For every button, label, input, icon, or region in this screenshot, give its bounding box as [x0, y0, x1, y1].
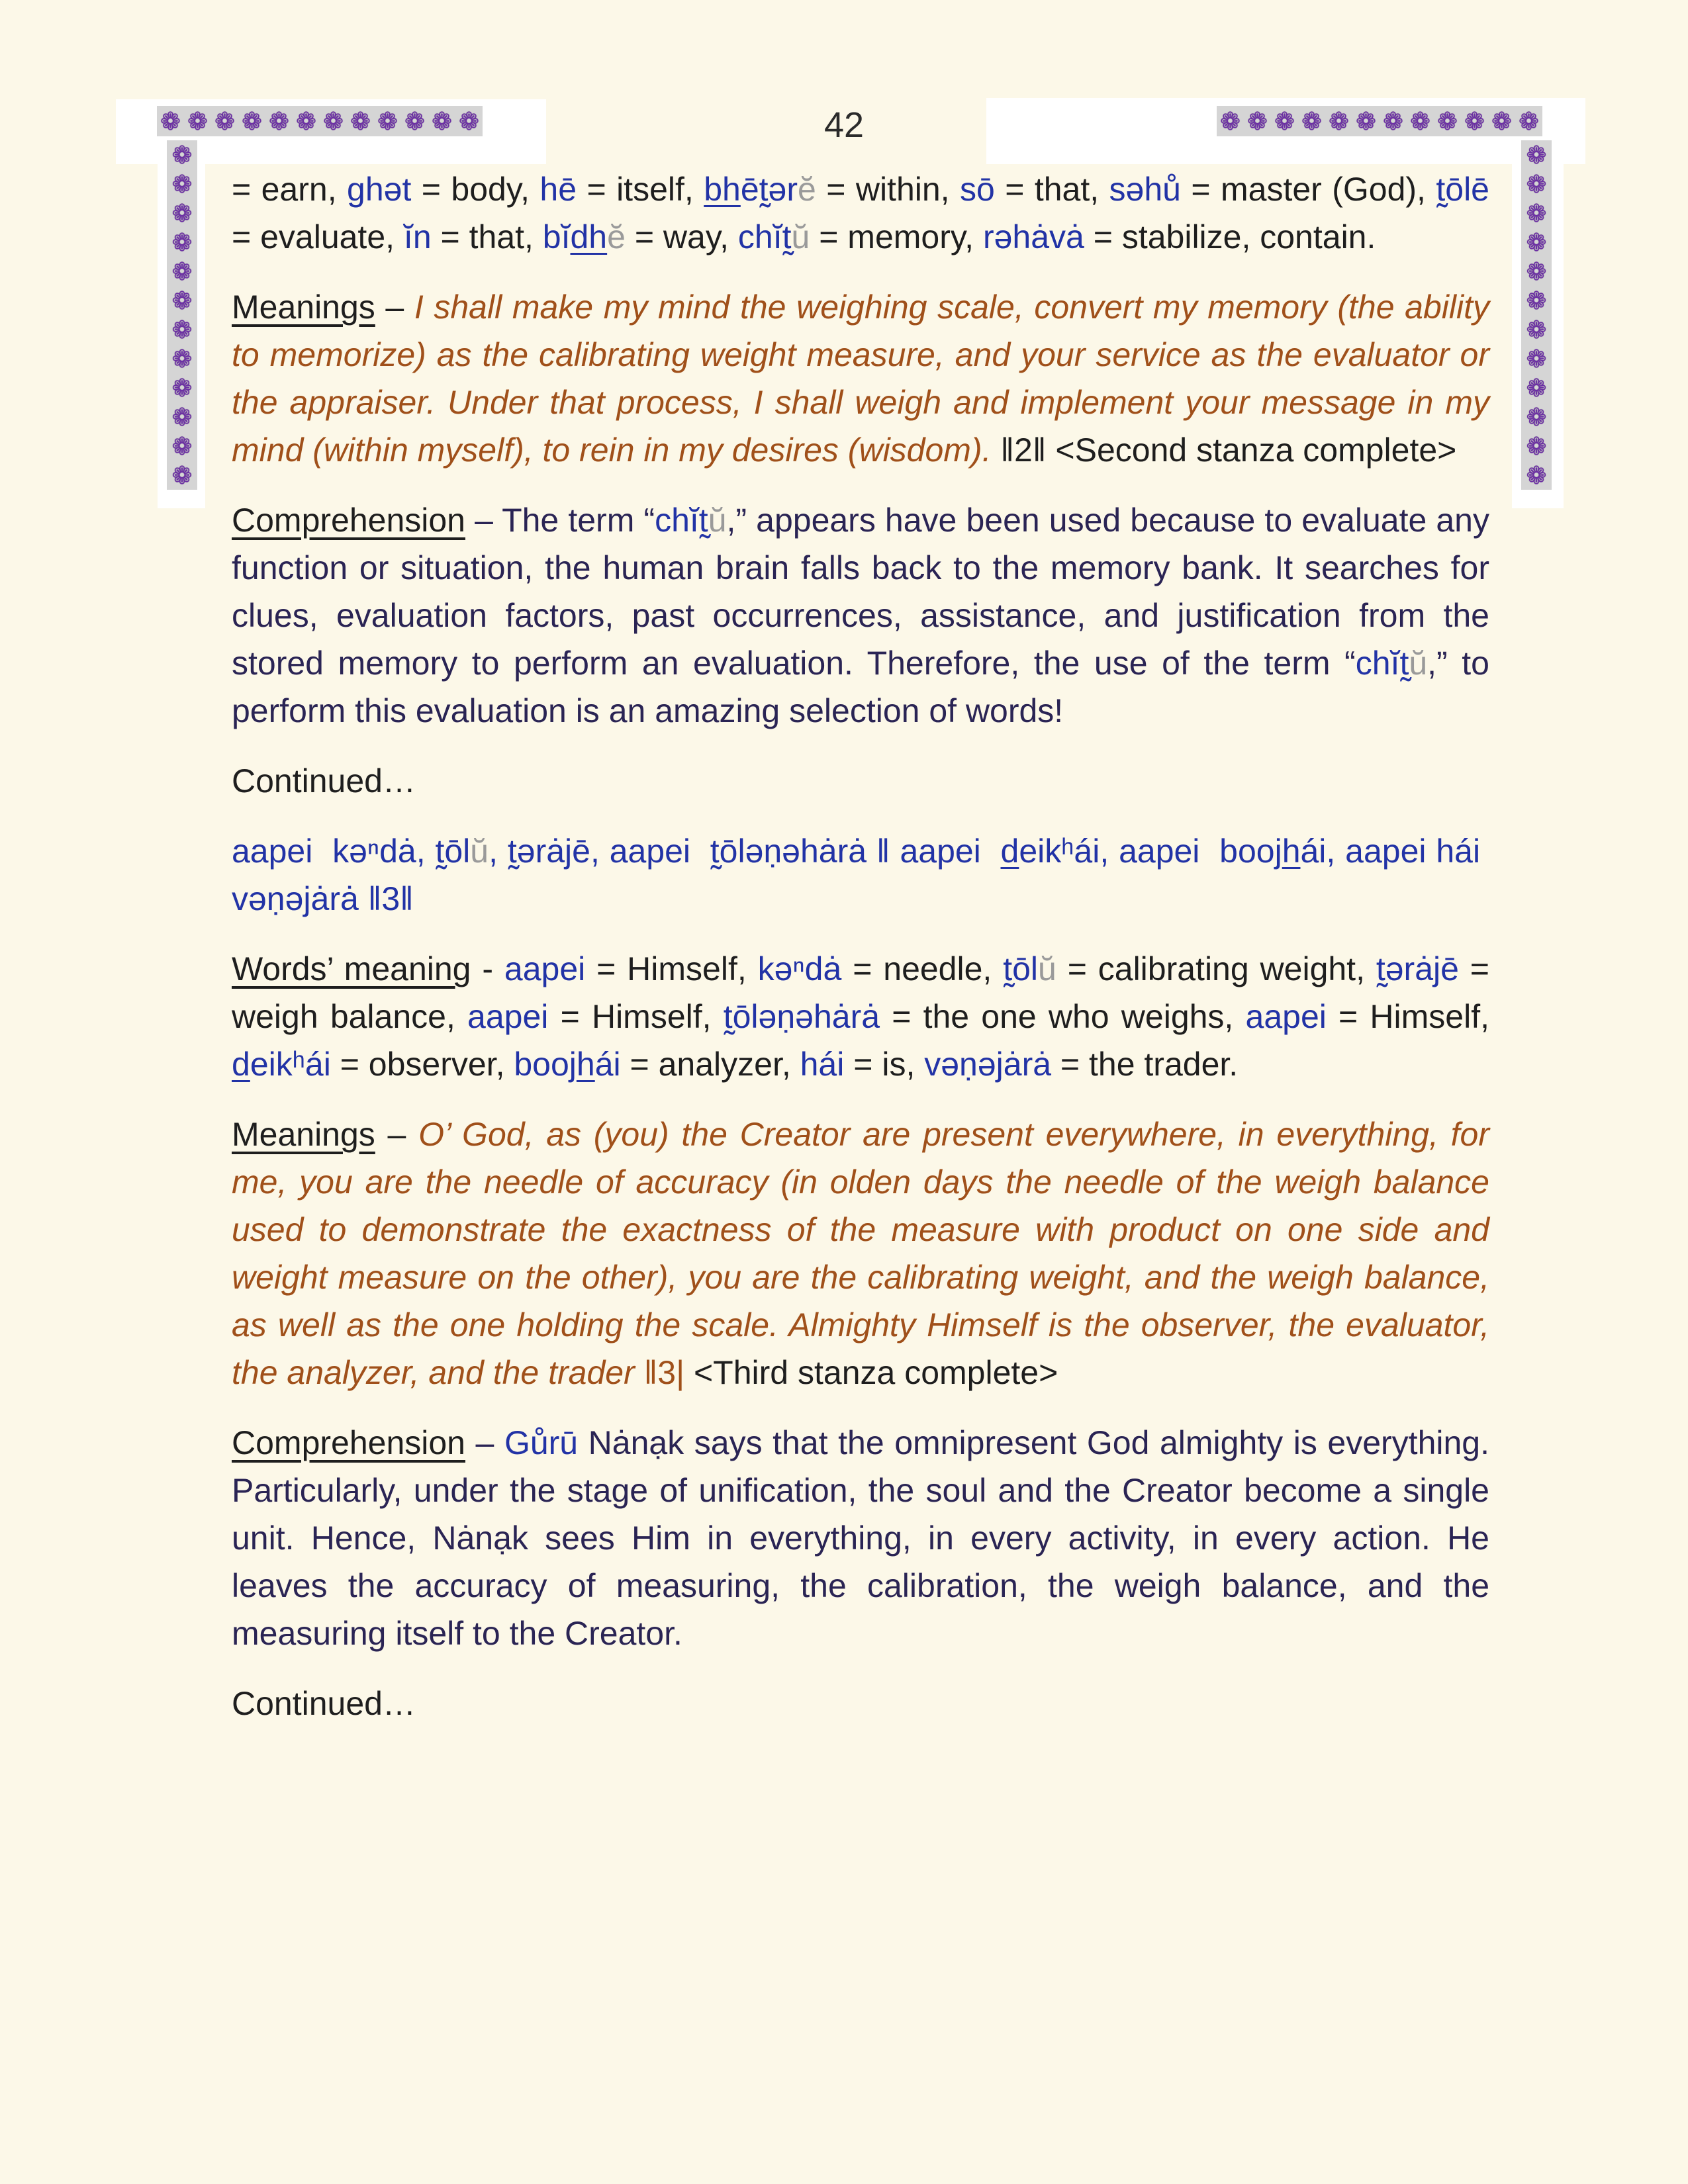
flower-ornament-icon: ❁	[171, 374, 193, 402]
flower-ornament-icon: ❁	[171, 432, 193, 460]
text-run: Comprehension	[232, 1424, 465, 1461]
text-run: ēt̰ər	[740, 171, 798, 208]
flower-ornament-icon: ❁	[404, 107, 425, 135]
continued-note-1	[232, 757, 1489, 805]
text-run: d	[1000, 833, 1019, 870]
flower-ornament-icon: ❁	[377, 107, 398, 135]
flower-ornament-icon: ❁	[1274, 107, 1295, 135]
flower-ornament-icon: ❁	[171, 461, 193, 489]
text-run: Continued…	[232, 762, 416, 799]
flower-ornament-icon: ❁	[458, 107, 479, 135]
text-run: booj	[514, 1046, 577, 1083]
text-run: ‖2‖ <Second stanza complete>	[1000, 432, 1457, 469]
text-run: –	[375, 1116, 419, 1153]
text-run: h	[576, 1046, 595, 1083]
flower-ornament-icon: ❁	[1436, 107, 1458, 135]
text-run: kəⁿdȧ	[757, 950, 842, 987]
text-run: aapei kəⁿdȧ,	[232, 833, 436, 870]
text-run: chĭt̰	[737, 218, 792, 255]
flower-ornament-icon: ❁	[214, 107, 235, 135]
flower-ornament-icon: ❁	[1526, 170, 1547, 198]
text-run: = the one who weighs,	[880, 998, 1246, 1035]
flower-ornament-icon: ❁	[1328, 107, 1349, 135]
flower-ornament-icon: ❁	[171, 141, 193, 169]
text-run: – The term “	[465, 502, 655, 539]
flower-ornament-icon: ❁	[1526, 141, 1547, 169]
text-run: = that,	[431, 218, 543, 255]
text-run: ŭ	[470, 833, 489, 870]
text-run: I shall make my mind the weighing scale, convert my memory (the ability to memorize) as the calibrating weight measure, and your service as the evaluator or the appraiser. Under that process, I shall weigh and implement your message in my mind (within myself), to rein in my desires (wisdom).	[232, 289, 1490, 469]
text-run: ái	[594, 1046, 621, 1083]
text-run: = Himself,	[1326, 998, 1489, 1035]
text-run: bh	[704, 171, 741, 208]
text-run: t̰ōlē	[1436, 171, 1489, 208]
text-run: aapei	[467, 998, 549, 1035]
text-run: Words’ meaning	[232, 950, 471, 987]
text-run: = earn,	[232, 171, 348, 208]
flower-ornament-icon: ❁	[171, 199, 193, 227]
text-run: ĕ	[797, 171, 816, 208]
ornament-band-left	[167, 140, 197, 490]
text-run: hē	[539, 171, 577, 208]
text-run: chĭt̰	[1355, 645, 1409, 682]
text-run: = master (God),	[1180, 171, 1436, 208]
meanings-paragraph-2	[232, 1111, 1489, 1396]
text-run: Gůrū	[504, 1424, 579, 1461]
flower-ornament-icon: ❁	[431, 107, 452, 135]
flower-ornament-icon: ❁	[1301, 107, 1322, 135]
flower-ornament-icon: ❁	[1526, 228, 1547, 256]
words-meaning-paragraph	[232, 945, 1489, 1088]
flower-ornament-icon: ❁	[268, 107, 289, 135]
flower-ornament-icon: ❁	[171, 228, 193, 256]
text-run: ái, aapei hái vəṇəjȧrȧ ‖3‖	[232, 833, 1489, 917]
text-run: = observer,	[330, 1046, 514, 1083]
flower-ornament-icon: ❁	[171, 170, 193, 198]
flower-ornament-icon: ❁	[1219, 107, 1241, 135]
text-run: d	[232, 1046, 250, 1083]
flower-ornament-icon: ❁	[1518, 107, 1539, 135]
continued-note-2	[232, 1680, 1489, 1727]
flower-ornament-icon: ❁	[1526, 345, 1547, 373]
text-run: h	[1282, 833, 1301, 870]
text-run: ,” to perform this evaluation is an amazing selection of words!	[232, 645, 1489, 729]
text-run: ŭ	[791, 218, 810, 255]
text-run: vəṇəjȧrȧ	[924, 1046, 1052, 1083]
flower-ornament-icon: ❁	[322, 107, 344, 135]
flower-ornament-icon: ❁	[350, 107, 371, 135]
flower-ornament-icon: ❁	[1491, 107, 1512, 135]
text-run: Meanings	[232, 1116, 375, 1153]
flower-ornament-icon: ❁	[1526, 374, 1547, 402]
flower-ornament-icon: ❁	[1526, 316, 1547, 343]
text-run: –	[375, 289, 414, 326]
flower-ornament-icon: ❁	[295, 107, 316, 135]
flower-ornament-icon: ❁	[171, 257, 193, 285]
flower-ornament-icon: ❁	[160, 107, 181, 135]
flower-ornament-icon: ❁	[1382, 107, 1403, 135]
text-run: = needle,	[841, 950, 1004, 987]
text-run: O’ God, as (you) the Creator are present everywhere, in everything, for me, you are the needle of accuracy (in olden days the needle of the weigh balance used to demonstrate the exactness of the measure with product on one side and weight measure on the other), you are the calibrating weight, and the weigh balance, as well as the one holding the scale. Almighty Himself is the observer, the evaluator, the analyzer, and the trader	[232, 1116, 1489, 1391]
text-run: –	[465, 1424, 504, 1461]
text-run: = memory,	[810, 218, 983, 255]
text-run: ,” appears have been used because to evaluate any function or situation, the human brain falls back to the memory bank. It searches for clues, evaluation factors, past occurrences, assistance, and justification from the stored memory to perform an evaluation. Therefore, the use of the term “	[232, 502, 1489, 682]
text-run: Nȧnạk says that the omnipresent God almighty is everything. Particularly, under the stage of unification, the soul and the Creator become a single unit. Hence, Nȧnạk sees Him in everything, in every activity, in every action. He leaves the accuracy of measuring, the calibration, the weigh balance, and the measuring itself to the Creator.	[232, 1424, 1489, 1652]
flower-ornament-icon: ❁	[1409, 107, 1430, 135]
text-run: ĕ	[607, 218, 626, 255]
text-run: ghət	[347, 171, 412, 208]
word-by-word-meanings-1	[232, 165, 1489, 261]
flower-ornament-icon: ❁	[1526, 403, 1547, 431]
text-run: eikʰái	[250, 1046, 331, 1083]
text-run: <Third stanza complete>	[693, 1354, 1058, 1391]
text-run: = stabilize, contain.	[1084, 218, 1376, 255]
text-run: aapei	[1245, 998, 1327, 1035]
flower-ornament-icon: ❁	[171, 345, 193, 373]
text-run: = weigh balance,	[232, 950, 1489, 1035]
text-run: = analyzer,	[620, 1046, 800, 1083]
text-run: = Himself,	[548, 998, 724, 1035]
text-run: ĭn	[403, 218, 432, 255]
flower-ornament-icon: ❁	[171, 287, 193, 314]
flower-ornament-icon: ❁	[1246, 107, 1268, 135]
document-body	[232, 165, 1489, 1750]
comprehension-paragraph-1	[232, 496, 1489, 735]
ornament-band-right	[1521, 140, 1552, 490]
text-run: eikʰái, aapei booj	[1019, 833, 1282, 870]
text-run: t̰ərȧjē	[1376, 950, 1459, 987]
text-run: = is,	[844, 1046, 925, 1083]
text-run: = within,	[816, 171, 960, 208]
flower-ornament-icon: ❁	[171, 403, 193, 431]
text-run: səhů	[1109, 171, 1181, 208]
page-number: 42	[823, 105, 865, 145]
flower-ornament-icon: ❁	[1355, 107, 1376, 135]
flower-ornament-icon: ❁	[187, 107, 208, 135]
flower-ornament-icon: ❁	[171, 316, 193, 343]
text-run: -	[471, 950, 504, 987]
text-run: hái	[800, 1046, 845, 1083]
flower-ornament-icon: ❁	[1526, 257, 1547, 285]
text-run: rəhȧvȧ	[982, 218, 1084, 255]
stanza-transliteration	[232, 827, 1489, 923]
flower-ornament-icon: ❁	[1526, 287, 1547, 314]
text-run: ‖3|	[643, 1354, 694, 1391]
text-run: = the trader.	[1051, 1046, 1239, 1083]
text-run: = way,	[625, 218, 738, 255]
flower-ornament-icon: ❁	[1526, 432, 1547, 460]
text-run: = calibrating weight,	[1056, 950, 1376, 987]
text-run: = body,	[411, 171, 540, 208]
text-run: ŭ	[1409, 645, 1428, 682]
text-run: = that,	[994, 171, 1109, 208]
flower-ornament-icon: ❁	[241, 107, 262, 135]
text-run: chĭt̰	[655, 502, 708, 539]
flower-ornament-icon: ❁	[1526, 199, 1547, 227]
text-run: aapei	[504, 950, 586, 987]
text-run: t̰ōl	[1003, 950, 1038, 987]
text-run: t̰ōləṇəhȧrȧ	[723, 998, 880, 1035]
text-run: Continued…	[232, 1685, 416, 1722]
text-run: = evaluate,	[232, 218, 404, 255]
flower-ornament-icon: ❁	[1464, 107, 1485, 135]
text-run: Comprehension	[232, 502, 465, 539]
text-run: = Himself,	[585, 950, 758, 987]
text-run: ŭ	[1038, 950, 1056, 987]
comprehension-paragraph-2	[232, 1419, 1489, 1657]
meanings-paragraph-1	[232, 283, 1489, 474]
text-run: dh	[570, 218, 608, 255]
text-run: = itself,	[577, 171, 704, 208]
flower-ornament-icon: ❁	[1526, 461, 1547, 489]
text-run: Meanings	[232, 289, 375, 326]
text-run: sō	[959, 171, 995, 208]
text-run: bĭ	[542, 218, 571, 255]
text-run: ŭ	[708, 502, 727, 539]
text-run: , t̰ərȧjē, aapei t̰ōləṇəhȧrȧ ‖ aapei	[489, 833, 1001, 870]
text-run: t̰ōl	[435, 833, 471, 870]
